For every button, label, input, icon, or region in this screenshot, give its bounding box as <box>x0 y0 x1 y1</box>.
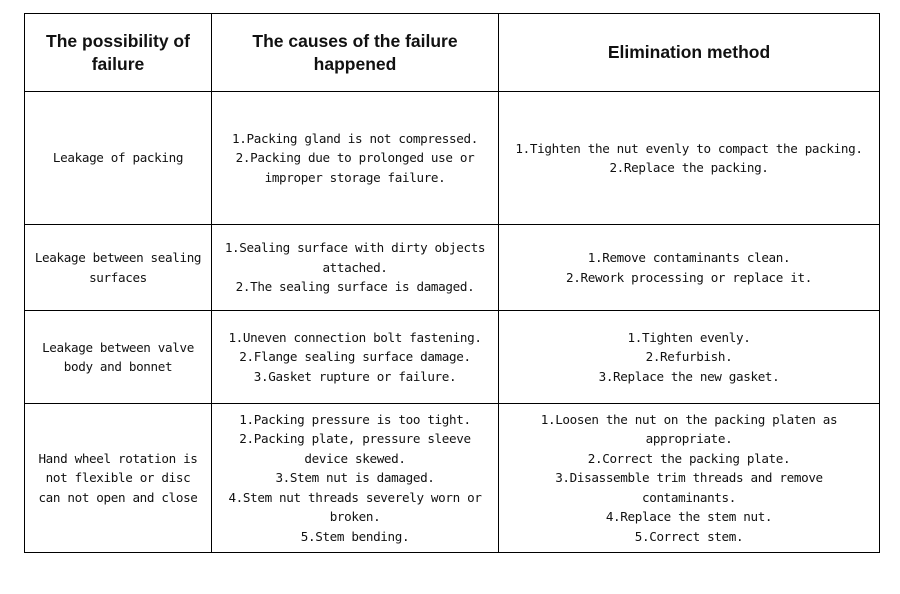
table-row <box>25 311 880 404</box>
cell-text: 1.Packing gland is not compressed. <box>232 130 478 146</box>
cell-possibility <box>25 225 212 311</box>
cell-possibility <box>25 311 212 404</box>
cell-text: 2.Refurbish. <box>645 349 733 365</box>
cell-text: Leakage of packing <box>52 150 184 166</box>
cell-text: can not open and close <box>38 489 198 505</box>
cell-text: 4.Replace the stem nut. <box>605 509 773 525</box>
cell-text: 1.Tighten evenly. <box>627 329 751 345</box>
cell-text: 2.Packing plate, pressure sleeve <box>239 431 471 447</box>
cell-possibility <box>25 92 212 225</box>
cell-text: 2.Flange sealing surface damage. <box>239 349 471 365</box>
header-elimination <box>499 14 880 92</box>
cell-causes <box>212 404 499 553</box>
header-text: happened <box>313 53 397 74</box>
cell-text: contaminants. <box>641 489 737 505</box>
table-row <box>25 92 880 225</box>
cell-text: 2.The sealing surface is damaged. <box>235 279 475 295</box>
cell-text: 3.Disassemble trim threads and remove <box>555 470 823 486</box>
cell-text: 2.Packing due to prolonged use or <box>235 150 475 166</box>
header-causes <box>212 14 499 92</box>
failure-troubleshooting-table <box>24 13 880 553</box>
cell-text: 4.Stem nut threads severely worn or <box>228 489 482 505</box>
header-text: failure <box>91 53 145 74</box>
cell-elimination <box>499 92 880 225</box>
cell-text: 2.Correct the packing plate. <box>587 450 791 466</box>
cell-text: 3.Replace the new gasket. <box>598 368 780 384</box>
cell-text: 1.Uneven connection bolt fastening. <box>228 329 482 345</box>
header-possibility <box>25 14 212 92</box>
cell-possibility <box>25 404 212 553</box>
cell-text: 5.Correct stem. <box>634 528 744 544</box>
cell-text: 3.Stem nut is damaged. <box>275 470 435 486</box>
cell-text: appropriate. <box>645 431 733 447</box>
cell-causes <box>212 225 499 311</box>
cell-text: improper storage failure. <box>264 169 446 185</box>
cell-text: Leakage between sealing <box>34 250 202 266</box>
cell-elimination <box>499 311 880 404</box>
cell-text: body and bonnet <box>63 359 173 374</box>
cell-elimination <box>499 225 880 311</box>
cell-text: Hand wheel rotation is <box>38 450 198 466</box>
header-text: Elimination method <box>607 42 771 62</box>
header-text: The causes of the failure <box>252 30 458 51</box>
table-row <box>25 404 880 553</box>
cell-text: 2.Replace the packing. <box>609 160 769 175</box>
cell-causes <box>212 92 499 225</box>
cell-text: surfaces <box>89 269 147 285</box>
header-text: The possibility of <box>46 30 190 51</box>
cell-text: 1.Packing pressure is too tight. <box>239 412 471 428</box>
cell-text: 3.Gasket rupture or failure. <box>253 368 457 384</box>
cell-text: 1.Tighten the nut evenly to compact the packing. <box>515 140 863 156</box>
cell-text: 1.Loosen the nut on the packing platen as <box>540 412 838 428</box>
cell-text: Leakage between valve <box>42 339 194 355</box>
cell-text: device skewed. <box>304 450 406 466</box>
cell-text: broken. <box>329 509 381 525</box>
cell-text: 1.Sealing surface with dirty objects <box>224 240 486 256</box>
cell-text: 1.Remove contaminants clean. <box>587 250 791 266</box>
cell-text: not flexible or disc <box>45 470 191 486</box>
cell-elimination <box>499 404 880 553</box>
cell-text: 5.Stem bending. <box>300 528 410 544</box>
table-row <box>25 225 880 311</box>
cell-text: attached. <box>322 259 388 275</box>
cell-text: 2.Rework processing or replace it. <box>566 269 812 285</box>
table-header-row <box>25 14 880 92</box>
cell-causes <box>212 311 499 404</box>
